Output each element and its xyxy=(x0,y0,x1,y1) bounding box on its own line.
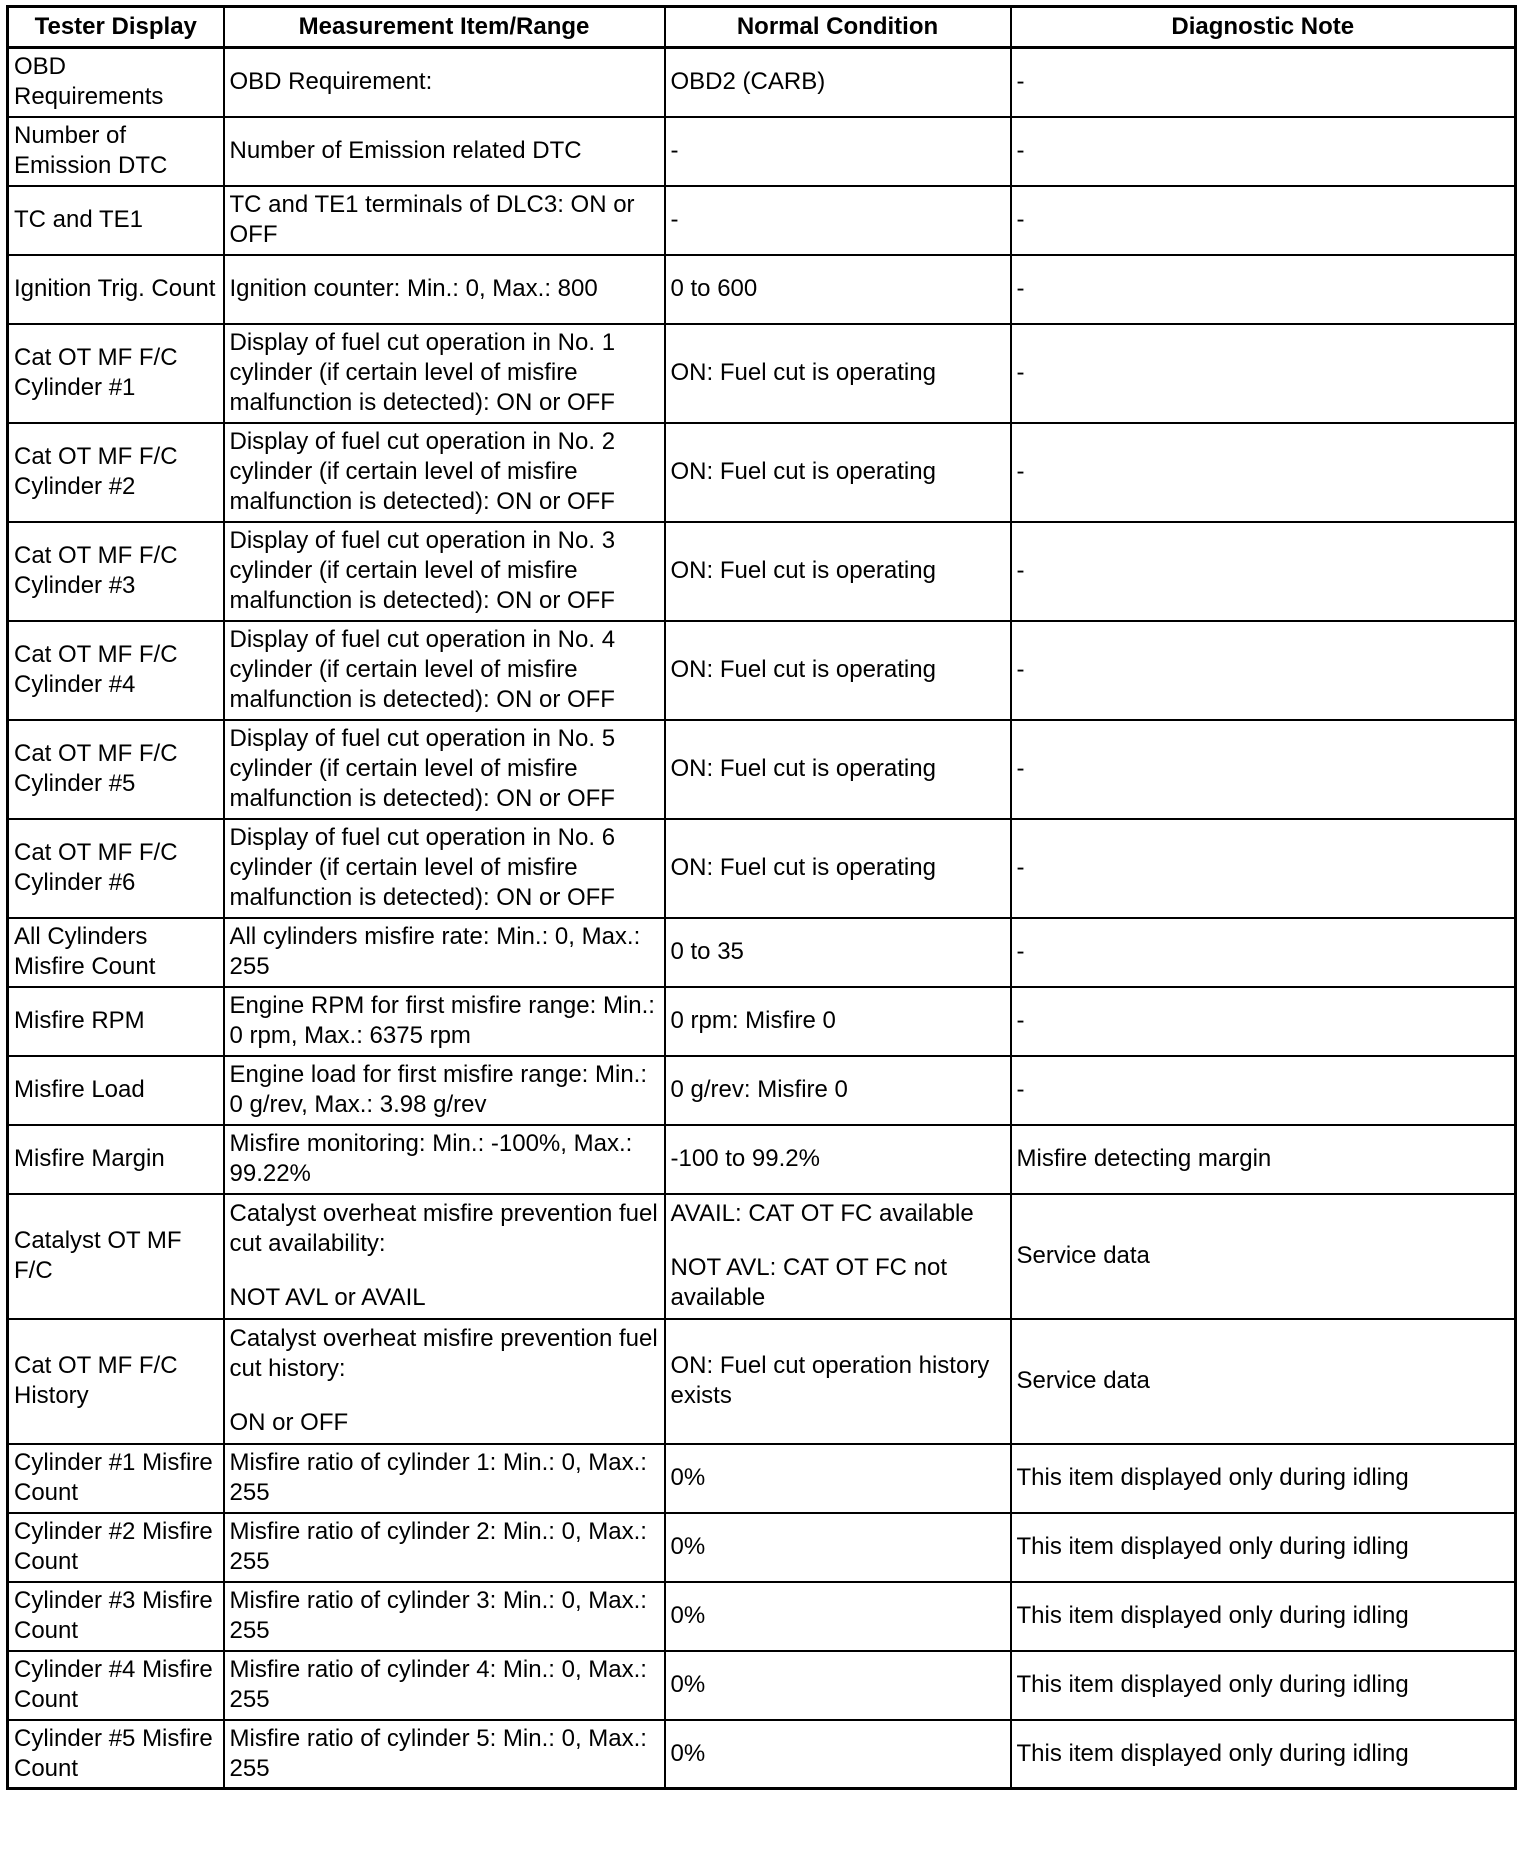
normal-text: ON: Fuel cut is operating xyxy=(670,755,936,782)
cell-normal-condition xyxy=(665,324,1011,423)
cell-measurement xyxy=(224,1513,665,1582)
table-row xyxy=(8,720,1516,819)
cell-diagnostic-note: - xyxy=(1011,186,1516,255)
measurement-text: Display of fuel cut operation in No. 5 cylinder (if certain level of misfire malfunction is detected): ON or OFF xyxy=(229,725,616,812)
table-row xyxy=(8,1056,1516,1125)
cell-tester-display: Cat OT MF F/C Cylinder #1 xyxy=(8,324,224,423)
cell-measurement xyxy=(224,621,665,720)
cell-measurement xyxy=(224,819,665,918)
cell-normal-condition xyxy=(665,48,1011,117)
cell-measurement xyxy=(224,1319,665,1444)
header-row xyxy=(8,7,1516,48)
cell-normal-condition xyxy=(665,1720,1011,1789)
data-list-sheet xyxy=(6,5,1514,1790)
table-row xyxy=(8,1720,1516,1789)
normal-text: ON: Fuel cut is operating xyxy=(670,359,936,386)
cell-normal-condition xyxy=(665,1651,1011,1720)
table-row xyxy=(8,1582,1516,1651)
cell-tester-display: Cylinder #2 Misfire Count xyxy=(8,1513,224,1582)
cell-diagnostic-note: - xyxy=(1011,918,1516,987)
normal-text: 0 g/rev: Misfire 0 xyxy=(670,1076,848,1103)
cell-diagnostic-note: - xyxy=(1011,621,1516,720)
table-header xyxy=(8,7,1516,48)
cell-measurement xyxy=(224,186,665,255)
measurement-text: Catalyst overheat misfire prevention fuel cut availability: xyxy=(229,1200,658,1257)
normal-text: 0 rpm: Misfire 0 xyxy=(670,1007,836,1034)
table-row xyxy=(8,621,1516,720)
normal-text: ON: Fuel cut is operating xyxy=(670,557,936,584)
cell-normal-condition xyxy=(665,255,1011,324)
measurement-text: Engine RPM for first misfire range: Min.: 0 rpm, Max.: 6375 rpm xyxy=(229,992,655,1049)
table-body xyxy=(8,48,1516,1789)
cell-diagnostic-note: - xyxy=(1011,255,1516,324)
cell-diagnostic-note: This item displayed only during idling xyxy=(1011,1582,1516,1651)
cell-diagnostic-note: This item displayed only during idling xyxy=(1011,1444,1516,1513)
normal-text: AVAIL: CAT OT FC available xyxy=(670,1200,974,1227)
table-row xyxy=(8,423,1516,522)
measurement-values: ON or OFF xyxy=(229,1409,349,1436)
cell-normal-condition xyxy=(665,1513,1011,1582)
cell-tester-display: Cat OT MF F/C History xyxy=(8,1319,224,1444)
cell-diagnostic-note: This item displayed only during idling xyxy=(1011,1513,1516,1582)
cell-tester-display: Number of Emission DTC xyxy=(8,117,224,186)
cell-diagnostic-note: - xyxy=(1011,423,1516,522)
cell-normal-condition xyxy=(665,1056,1011,1125)
cell-tester-display: Misfire Margin xyxy=(8,1125,224,1194)
table-row xyxy=(8,918,1516,987)
cell-tester-display: All Cylinders Misfire Count xyxy=(8,918,224,987)
measurement-text: Misfire ratio of cylinder 1: Min.: 0, Max.: 255 xyxy=(229,1449,647,1506)
normal-text: 0% xyxy=(670,1739,706,1767)
normal-text: - xyxy=(670,206,679,233)
cell-tester-display: Ignition Trig. Count xyxy=(8,255,224,324)
cell-tester-display: Misfire RPM xyxy=(8,987,224,1056)
table-row xyxy=(8,117,1516,186)
cell-diagnostic-note: This item displayed only during idling xyxy=(1011,1651,1516,1720)
cell-tester-display: Cat OT MF F/C Cylinder #5 xyxy=(8,720,224,819)
measurement-text: Number of Emission related DTC xyxy=(229,137,582,164)
cell-measurement xyxy=(224,1125,665,1194)
normal-text: ON: Fuel cut operation history exists xyxy=(670,1352,990,1409)
cell-measurement xyxy=(224,117,665,186)
table-row xyxy=(8,186,1516,255)
cell-normal-condition xyxy=(665,186,1011,255)
cell-measurement xyxy=(224,324,665,423)
cell-measurement xyxy=(224,255,665,324)
measurement-text: All cylinders misfire rate: Min.: 0, Max.: 255 xyxy=(229,923,641,980)
cell-diagnostic-note: - xyxy=(1011,324,1516,423)
measurement-text: Display of fuel cut operation in No. 1 cylinder (if certain level of misfire malfunction is detected): ON or OFF xyxy=(229,329,616,416)
cell-measurement xyxy=(224,1720,665,1789)
table-row xyxy=(8,1125,1516,1194)
table-row xyxy=(8,1444,1516,1513)
cell-diagnostic-note: This item displayed only during idling xyxy=(1011,1720,1516,1789)
measurement-text: Engine load for first misfire range: Min.: 0 g/rev, Max.: 3.98 g/rev xyxy=(229,1061,648,1118)
normal-text: - xyxy=(670,137,679,164)
table-row xyxy=(8,819,1516,918)
cell-normal-condition xyxy=(665,1125,1011,1194)
measurement-text: Catalyst overheat misfire prevention fuel cut history: xyxy=(229,1325,658,1382)
table-row xyxy=(8,1513,1516,1582)
table-row xyxy=(8,1194,1516,1319)
cell-diagnostic-note: - xyxy=(1011,720,1516,819)
measurement-text: Display of fuel cut operation in No. 3 cylinder (if certain level of misfire malfunction is detected): ON or OFF xyxy=(229,527,616,614)
cell-diagnostic-note: Service data xyxy=(1011,1319,1516,1444)
header-diagnostic-note: Diagnostic Note xyxy=(1011,7,1516,48)
cell-measurement xyxy=(224,918,665,987)
header-tester-display: Tester Display xyxy=(8,7,224,48)
measurement-text: Misfire ratio of cylinder 5: Min.: 0, Max.: 255 xyxy=(229,1724,647,1782)
cell-measurement xyxy=(224,522,665,621)
cell-diagnostic-note: - xyxy=(1011,522,1516,621)
cell-normal-condition xyxy=(665,621,1011,720)
cell-normal-condition xyxy=(665,1582,1011,1651)
cell-normal-condition xyxy=(665,987,1011,1056)
cell-measurement xyxy=(224,987,665,1056)
normal-text: NOT AVL: CAT OT FC not available xyxy=(670,1254,948,1311)
measurement-text: Misfire monitoring: Min.: -100%, Max.: 99.22% xyxy=(229,1130,633,1187)
measurement-values: NOT AVL or AVAIL xyxy=(229,1284,426,1311)
cell-diagnostic-note: - xyxy=(1011,48,1516,117)
cell-normal-condition xyxy=(665,819,1011,918)
cell-normal-condition xyxy=(665,423,1011,522)
normal-text: 0% xyxy=(670,1533,706,1560)
cell-measurement xyxy=(224,1056,665,1125)
normal-text: ON: Fuel cut is operating xyxy=(670,656,936,683)
cell-diagnostic-note: Misfire detecting margin xyxy=(1011,1125,1516,1194)
cell-diagnostic-note: - xyxy=(1011,987,1516,1056)
table-row xyxy=(8,1319,1516,1444)
measurement-text: TC and TE1 terminals of DLC3: ON or OFF xyxy=(229,191,635,248)
measurement-text: OBD Requirement: xyxy=(229,68,433,96)
cell-normal-condition xyxy=(665,918,1011,987)
header-normal-condition: Normal Condition xyxy=(665,7,1011,48)
measurement-text: Display of fuel cut operation in No. 2 cylinder (if certain level of misfire malfunction is detected): ON or OFF xyxy=(229,428,616,515)
cell-tester-display: Cylinder #1 Misfire Count xyxy=(8,1444,224,1513)
normal-text: 0 to 35 xyxy=(670,938,744,965)
header-measurement-item: Measurement Item/Range xyxy=(224,7,665,48)
table-row xyxy=(8,48,1516,117)
cell-tester-display: Cat OT MF F/C Cylinder #2 xyxy=(8,423,224,522)
cell-normal-condition xyxy=(665,1194,1011,1319)
normal-text: ON: Fuel cut is operating xyxy=(670,854,936,881)
cell-tester-display: OBD Requirements xyxy=(8,48,224,117)
cell-tester-display: Cylinder #4 Misfire Count xyxy=(8,1651,224,1720)
cell-tester-display: Cylinder #5 Misfire Count xyxy=(8,1720,224,1789)
cell-diagnostic-note: - xyxy=(1011,117,1516,186)
cell-tester-display: Cat OT MF F/C Cylinder #4 xyxy=(8,621,224,720)
cell-normal-condition xyxy=(665,117,1011,186)
table-row xyxy=(8,255,1516,324)
cell-tester-display: Cylinder #3 Misfire Count xyxy=(8,1582,224,1651)
normal-text: 0% xyxy=(670,1602,706,1629)
cell-measurement xyxy=(224,48,665,117)
cell-tester-display: Misfire Load xyxy=(8,1056,224,1125)
cell-tester-display: Cat OT MF F/C Cylinder #3 xyxy=(8,522,224,621)
cell-diagnostic-note: - xyxy=(1011,819,1516,918)
table-row xyxy=(8,987,1516,1056)
measurement-text: Display of fuel cut operation in No. 6 cylinder (if certain level of misfire malfunction is detected): ON or OFF xyxy=(229,824,616,911)
cell-measurement xyxy=(224,1444,665,1513)
normal-text: 0 to 600 xyxy=(670,275,758,302)
normal-text: OBD2 (CARB) xyxy=(670,68,826,96)
measurement-text: Misfire ratio of cylinder 3: Min.: 0, Max.: 255 xyxy=(229,1587,647,1644)
cell-normal-condition xyxy=(665,720,1011,819)
cell-normal-condition xyxy=(665,1319,1011,1444)
cell-normal-condition xyxy=(665,1444,1011,1513)
cell-tester-display: TC and TE1 xyxy=(8,186,224,255)
cell-tester-display: Cat OT MF F/C Cylinder #6 xyxy=(8,819,224,918)
cell-measurement xyxy=(224,423,665,522)
cell-measurement xyxy=(224,1194,665,1319)
measurement-text: Display of fuel cut operation in No. 4 cylinder (if certain level of misfire malfunction is detected): ON or OFF xyxy=(229,626,616,713)
cell-diagnostic-note: - xyxy=(1011,1056,1516,1125)
table-row xyxy=(8,522,1516,621)
normal-text: 0% xyxy=(670,1464,706,1491)
cell-measurement xyxy=(224,1651,665,1720)
normal-text: 0% xyxy=(670,1671,706,1698)
table-row xyxy=(8,324,1516,423)
measurement-text: Misfire ratio of cylinder 2: Min.: 0, Max.: 255 xyxy=(229,1518,647,1575)
measurement-text: Misfire ratio of cylinder 4: Min.: 0, Max.: 255 xyxy=(229,1656,647,1713)
cell-measurement xyxy=(224,1582,665,1651)
measurement-text: Ignition counter: Min.: 0, Max.: 800 xyxy=(229,275,598,302)
table-row xyxy=(8,1651,1516,1720)
normal-text: ON: Fuel cut is operating xyxy=(670,458,936,485)
normal-text: -100 to 99.2% xyxy=(670,1145,820,1172)
cell-normal-condition xyxy=(665,522,1011,621)
cell-tester-display: Catalyst OT MF F/C xyxy=(8,1194,224,1319)
data-list-table xyxy=(6,5,1517,1790)
cell-measurement xyxy=(224,720,665,819)
cell-diagnostic-note: Service data xyxy=(1011,1194,1516,1319)
